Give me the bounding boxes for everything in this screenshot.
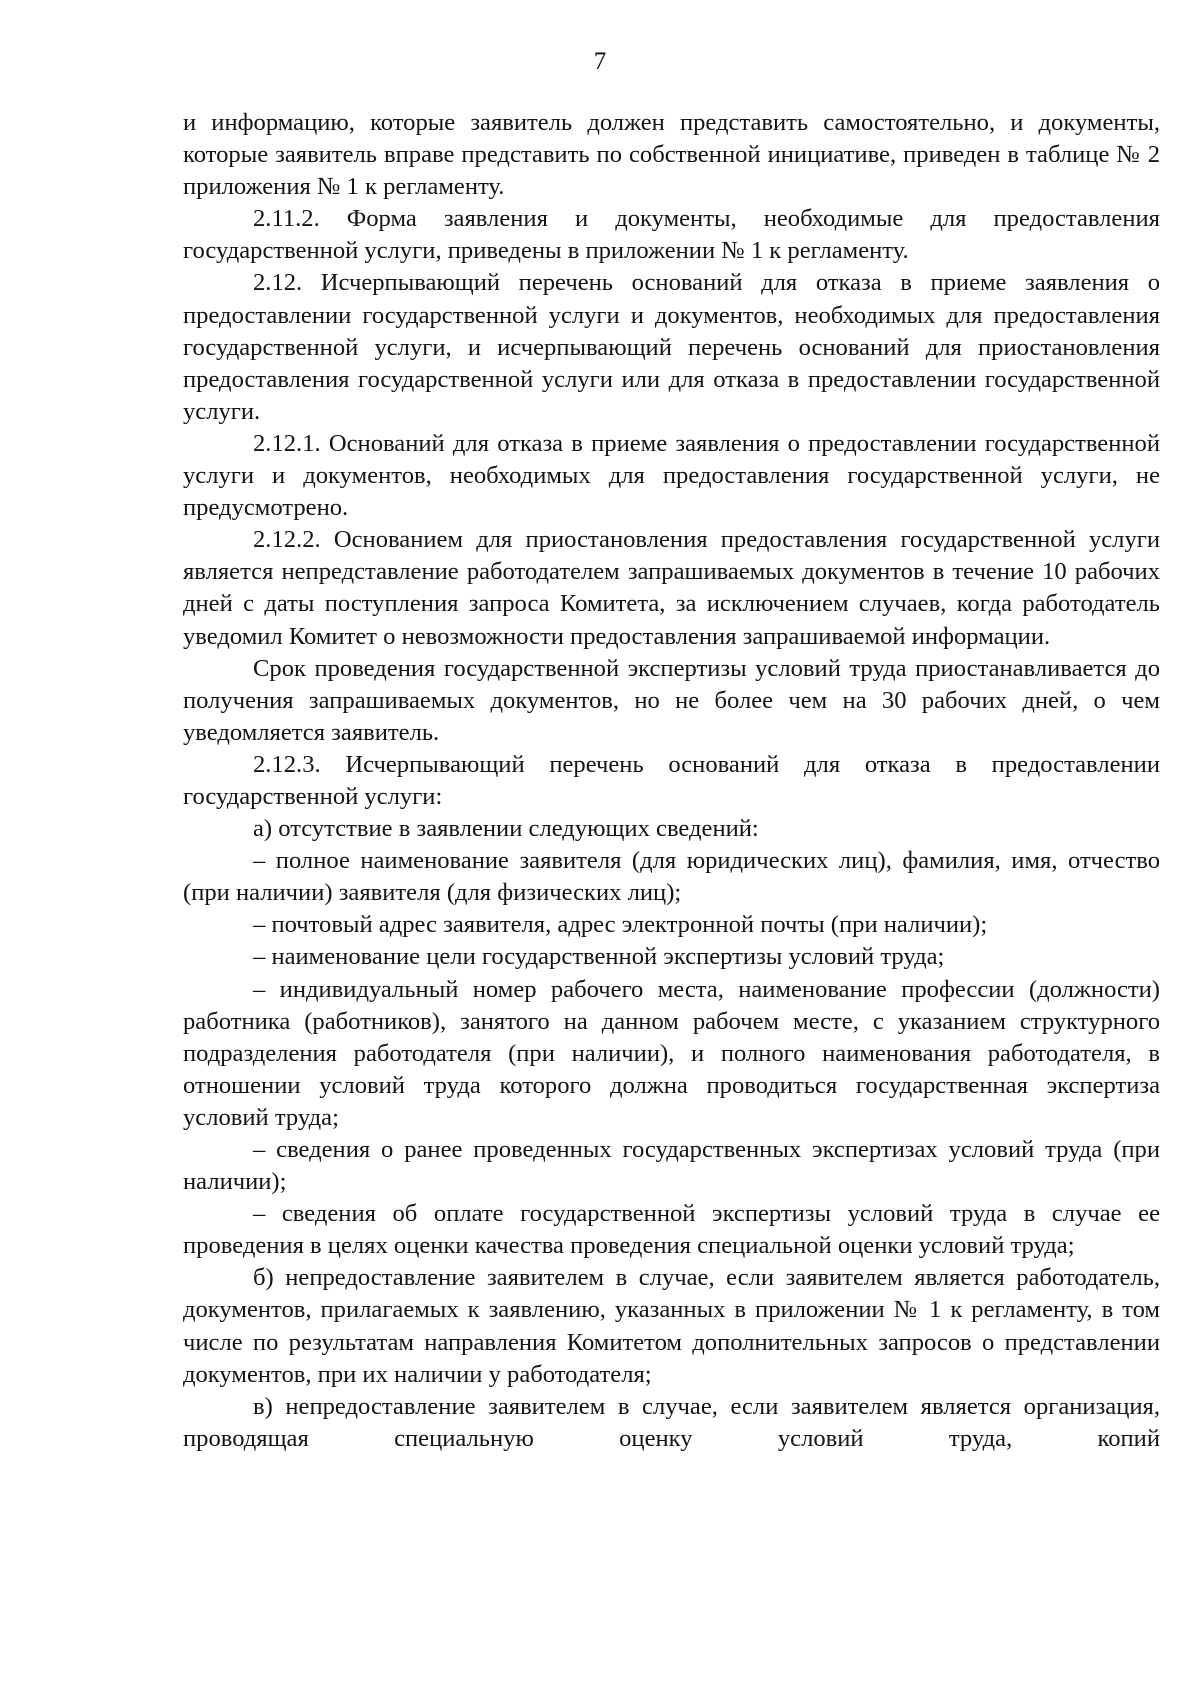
paragraph-2-12-3: 2.12.3. Исчерпывающий перечень оснований для отказа в предоставлении государственной услуги: (183, 750, 1160, 810)
list-dash-address: – почтовый адрес заявителя, адрес электронной почты (при наличии); (253, 911, 988, 939)
paragraph-2-12-1: 2.12.1. Оснований для отказа в приеме заявления о предоставлении государственной услуги и документов, необходимых для предоставления государственной услуги, не предусмотрено. (183, 429, 1160, 522)
paragraph-2-11-2: 2.11.2. Форма заявления и документы, необходимые для предоставления государственной услуги, приведены в приложении № 1 к регламенту. (183, 205, 1160, 265)
page-number: 7 (593, 48, 607, 75)
paragraph-term: Срок проведения государственной экспертизы условий труда приостанавливается до получения запрашиваемых документов, но не более чем на 30 рабочих дней, о чем уведомляется заявитель. (183, 654, 1160, 746)
list-dash-payment: – сведения об оплате государственной экспертизы условий труда в случае ее проведения в целях оценки качества проведения специальной оценки условий труда; (183, 1200, 1160, 1260)
paragraph-2-12-2: 2.12.2. Основанием для приостановления предоставления государственной услуги является непредставление работодателем запрашиваемых документов в течение 10 рабочих дней с даты поступления запроса Комитета, за исключением случаев, когда работодатель уведомил Комитет о невозможности предоставления запрашиваемой информации. (183, 526, 1160, 650)
list-dash-previous-expertise: – сведения о ранее проведенных государственных экспертизах условий труда (при наличии); (183, 1136, 1160, 1196)
list-item-v: в) непредоставление заявителем в случае, если заявителем является организация, проводящая специальную оценку условий труда, копий (183, 1392, 1160, 1452)
list-dash-purpose: – наименование цели государственной экспертизы условий труда; (253, 943, 945, 971)
document-body (183, 107, 1160, 1455)
list-item-a: а) отсутствие в заявлении следующих сведений: (253, 815, 759, 843)
paragraph-2-12: 2.12. Исчерпывающий перечень оснований для отказа в приеме заявления о предоставлении государственной услуги и документов, необходимых для предоставления государственной услуги, и исчерпывающий перечень оснований для приостановления предоставления государственной услуги или для отказа в предоставлении государственной услуги. (183, 269, 1160, 425)
paragraph-intro: и информацию, которые заявитель должен представить самостоятельно, и документы, которые заявитель вправе представить по собственной инициативе, приведен в таблице № 2 приложения № 1 к регламенту. (183, 109, 1160, 201)
list-item-b: б) непредоставление заявителем в случае, если заявителем является работодатель, документов, прилагаемых к заявлению, указанных в приложении № 1 к регламенту, в том числе по результатам направления Комитетом дополнительных запросов о представлении документов, при их наличии у работодателя; (183, 1264, 1160, 1388)
list-dash-workplace: – индивидуальный номер рабочего места, наименование профессии (должности) работника (работников), занятого на данном рабочем месте, с указанием структурного подразделения работодателя (при наличии), и полного наименования работодателя, в отношении условий труда которого должна проводиться государственная экспертиза условий труда; (183, 975, 1160, 1131)
list-dash-full-name: – полное наименование заявителя (для юридических лиц), фамилия, имя, отчество (при наличии) заявителя (для физических лиц); (183, 847, 1160, 907)
